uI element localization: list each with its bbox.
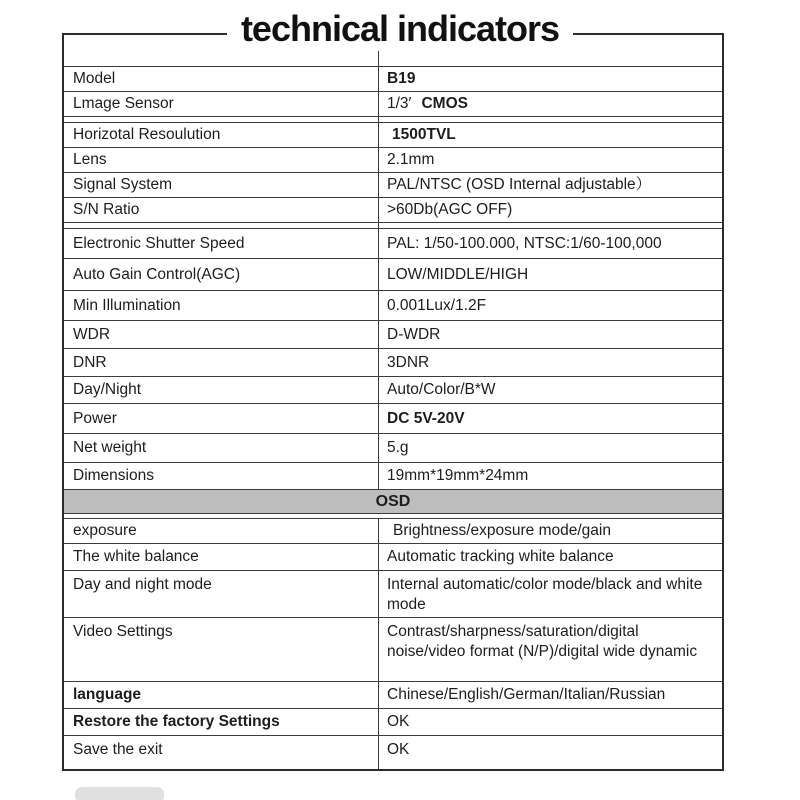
spec-value: PAL: 1/50-100.000, NTSC:1/60-100,000 [378,229,722,258]
spec-label: exposure [73,522,137,539]
watermark-smudge [75,787,164,800]
osd-section-header [64,489,722,514]
spec-label: Day/Night [73,381,142,398]
spec-value: D-WDR [378,321,722,348]
spec-label: Power [73,409,117,427]
spec-value: >60Db(AGC OFF) [378,198,722,222]
spec-value: 5.g [378,434,722,462]
spec-row [64,543,722,570]
empty-cell [64,223,378,228]
spec-label: Electronic Shutter Speed [73,234,245,252]
spec-value-bold: CMOS [421,95,468,112]
spec-label: Save the exit [73,741,163,758]
spec-table [62,33,724,771]
spec-value: 1500TVL [378,123,722,147]
empty-cell [378,223,722,228]
spec-value: Brightness/exposure mode/gain [378,519,722,543]
empty-cell [64,117,378,122]
spec-label: Horizotal Resoulution [73,126,221,143]
spec-row [64,348,722,376]
osd-section-title: OSD [375,492,411,510]
spec-label: Auto Gain Control(AGC) [73,265,241,283]
spec-row [64,228,722,258]
spacer-row [64,222,722,228]
spec-value: 19mm*19mm*24mm [378,463,722,489]
spec-label: Net weight [73,439,147,456]
spec-value: Internal automatic/color mode/black and white mode [378,571,722,617]
spec-row [64,122,722,147]
spec-row [64,462,722,489]
spec-row [64,376,722,403]
spec-value: 0.001Lux/1.2F [378,291,722,320]
spacer-row [64,116,722,122]
spec-row [64,433,722,462]
spec-value: OK [378,736,722,769]
spec-row [64,518,722,543]
spec-row [64,617,722,681]
spec-value-prefix: 1/3′ [387,95,412,112]
spec-row [64,708,722,735]
spec-row [64,681,722,708]
spec-value: B19 [378,67,722,91]
spec-row [64,91,722,116]
spec-value: Automatic tracking white balance [378,544,722,570]
spec-label: Min Illumination [73,296,181,314]
page-title: technical indicators [227,7,573,51]
spec-label: The white balance [73,548,199,565]
spec-row [64,172,722,197]
spec-row [64,735,722,769]
spec-label: Lens [73,151,107,168]
spec-row [64,147,722,172]
spec-label: language [73,686,142,703]
spec-label: Dimensions [73,467,154,484]
spec-label: WDR [73,325,111,343]
spec-label: Lmage Sensor [73,95,174,112]
spec-row [64,570,722,617]
spec-row [64,290,722,320]
spec-label: Video Settings [73,623,173,640]
empty-cell [378,117,722,122]
spec-label: DNR [73,353,107,371]
spec-label: Day and night mode [73,576,212,593]
spec-value [378,92,722,116]
title-wrap [0,7,800,51]
spec-label: Model [73,70,116,87]
spec-label: S/N Ratio [73,201,140,218]
spec-value: DC 5V-20V [378,404,722,433]
spec-row [64,66,722,91]
spec-row [64,258,722,290]
spec-value: Chinese/English/German/Italian/Russian [378,682,722,708]
spec-value: PAL/NTSC (OSD Internal adjustable） [378,173,722,197]
spec-value: Auto/Color/B*W [378,377,722,403]
spec-label: Signal System [73,176,173,193]
spec-row [64,403,722,433]
spec-value: 3DNR [378,349,722,376]
spec-value: Contrast/sharpness/saturation/digital noise/video format (N/P)/digital wide dynamic [378,618,722,681]
spec-value: OK [378,709,722,735]
spec-row [64,197,722,222]
spec-value: LOW/MIDDLE/HIGH [378,259,722,290]
spec-value: 2.1mm [378,148,722,172]
spec-label: Restore the factory Settings [73,713,280,730]
spec-row [64,320,722,348]
